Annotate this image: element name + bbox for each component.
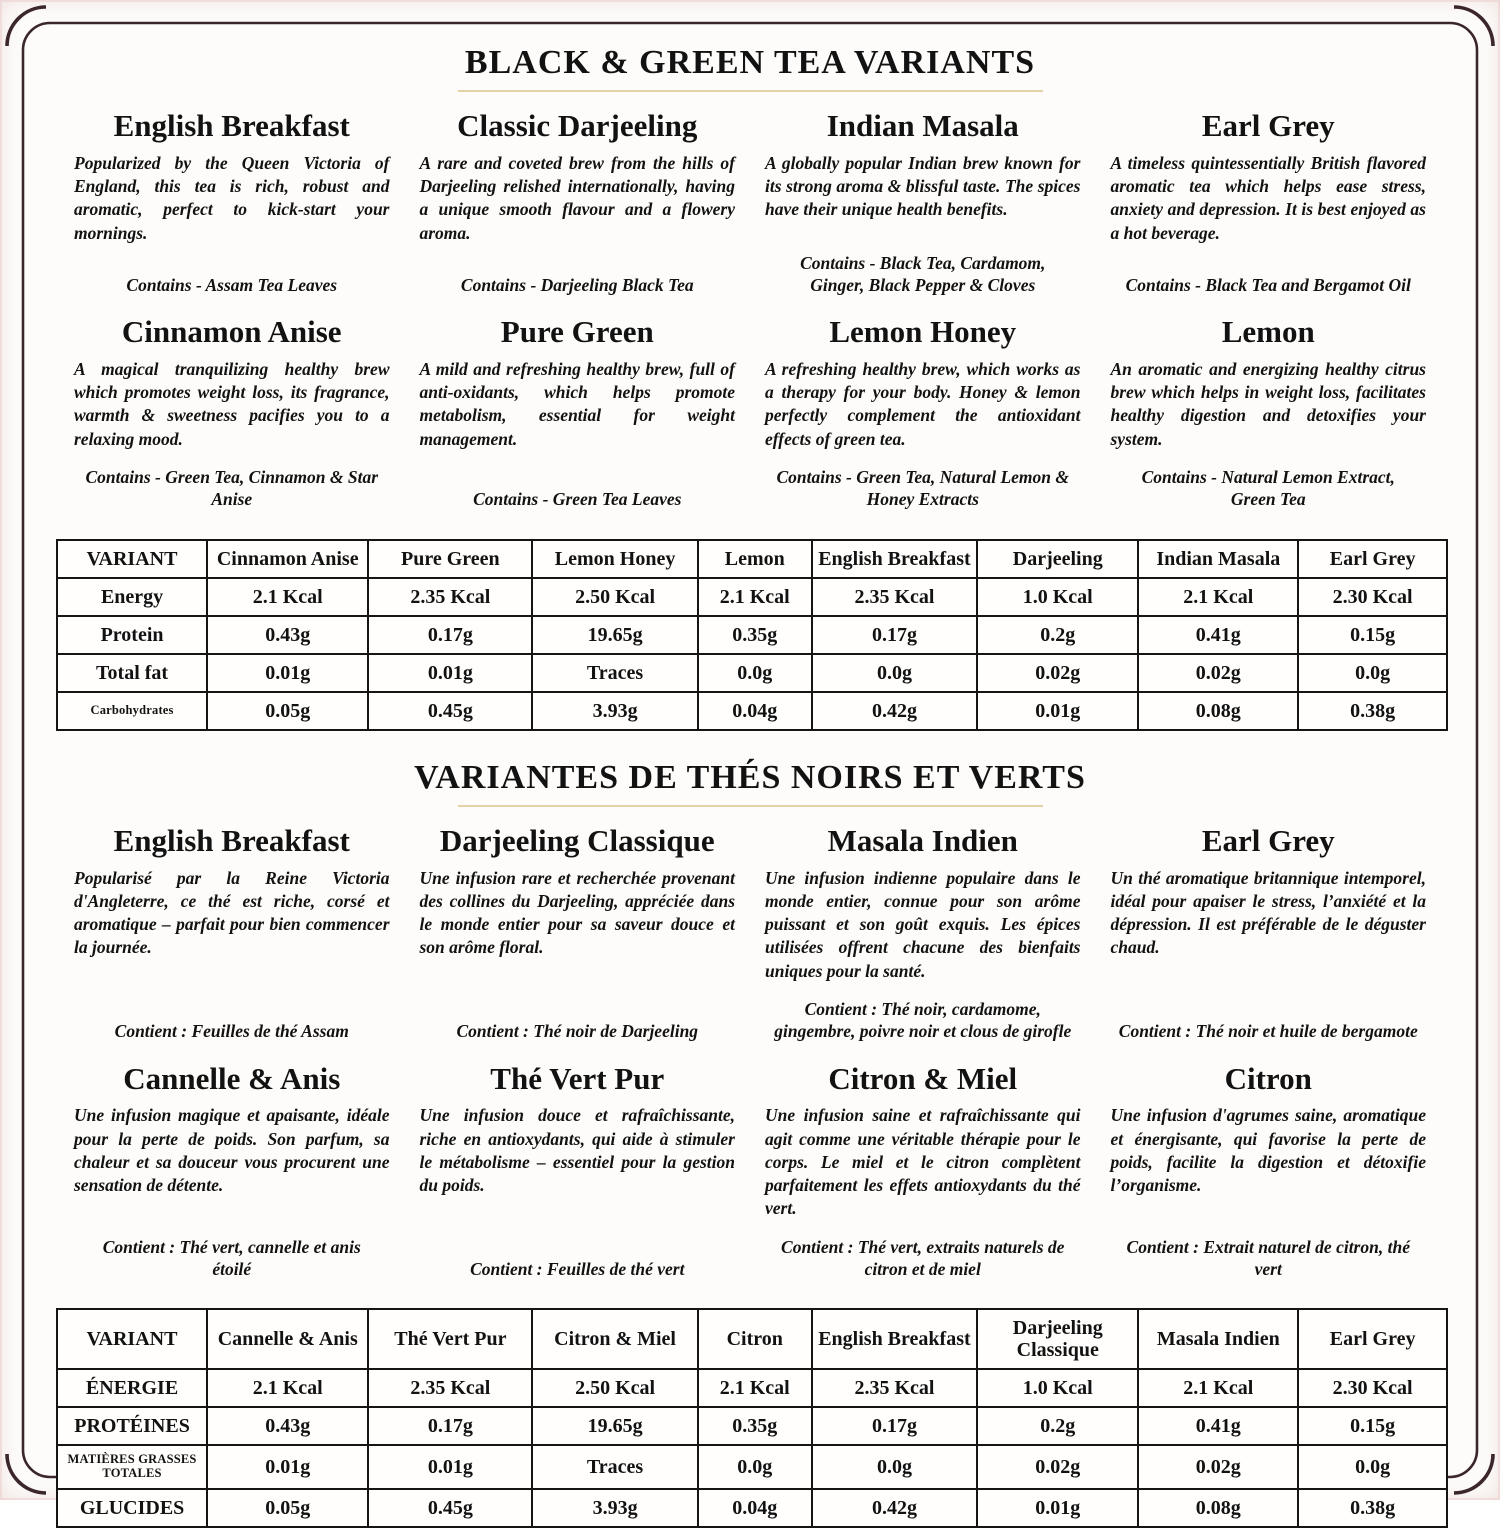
tea-name: Earl Grey	[1201, 108, 1335, 144]
table-cell: 0.02g	[1138, 1445, 1298, 1489]
tea-description: A timeless quintessentially British flavored aromatic tea which helps ease stress, anxiety and depression. It is best enjoyed as a hot beverage.	[1110, 152, 1426, 243]
table-cell: 19.65g	[532, 1407, 697, 1445]
tea-description: A magical tranquilizing healthy brew which promotes weight loss, its fragrance, warmth & sweetness pacifies you to a relaxing mood.	[74, 358, 390, 449]
table-cell: 0.38g	[1298, 692, 1447, 730]
tea-contains: Contains - Black Tea and Bergamot Oil	[1125, 274, 1411, 295]
tea-contains: Contains - Assam Tea Leaves	[126, 274, 338, 295]
table-cell: 2.50 Kcal	[532, 1369, 697, 1407]
table-row	[57, 616, 1447, 654]
table-cell: 3.93g	[532, 1489, 697, 1527]
tea-description: A globally popular Indian brew known for its strong aroma & blissful taste. The spices have their unique health benefits.	[765, 152, 1081, 220]
nutrition-table-en	[56, 539, 1448, 731]
table-row	[57, 1445, 1447, 1489]
table-cell: 2.30 Kcal	[1298, 578, 1447, 616]
tea-card	[763, 104, 1083, 310]
table-header-cell: Indian Masala	[1138, 540, 1298, 578]
tea-description: Popularisé par la Reine Victoria d'Angleterre, ce thé est riche, corsé et aromatique – parfait pour bien commencer la journée.	[74, 867, 390, 958]
table-header-cell: Darjeeling	[977, 540, 1138, 578]
tea-description: Une infusion indienne populaire dans le monde entier, connue pour son arôme puissant et son goût exquis. Les épices utilisées offrent chacune des bienfaits uniques pour la santé.	[765, 867, 1081, 981]
table-cell: 2.35 Kcal	[812, 578, 977, 616]
tea-name: Lemon	[1221, 314, 1315, 350]
tea-name: Citron & Miel	[828, 1060, 1018, 1096]
table-header-cell: English Breakfast	[812, 540, 977, 578]
tea-contains: Contains - Green Tea, Cinnamon & Star Anise	[85, 467, 379, 509]
tea-cards-french	[56, 819, 1444, 1294]
tea-contains: Contains - Black Tea, Cardamom, Ginger, Black Pepper & Cloves	[800, 252, 1046, 295]
table-cell: 0.01g	[977, 1489, 1138, 1527]
tea-name: Pure Green	[500, 314, 654, 350]
tea-card	[418, 1057, 738, 1295]
table-cell: 0.0g	[698, 1445, 812, 1489]
tea-name: Cinnamon Anise	[121, 314, 342, 350]
row-label: Total fat	[57, 654, 207, 692]
table-row	[57, 1369, 1447, 1407]
tea-name: Citron	[1224, 1060, 1312, 1096]
tea-card	[72, 310, 392, 524]
table-cell: 0.42g	[812, 692, 977, 730]
table-cell: 0.17g	[368, 616, 532, 654]
table-cell: 1.0 Kcal	[977, 1369, 1138, 1407]
table-cell: 0.2g	[977, 616, 1138, 654]
table-cell: 0.43g	[207, 616, 368, 654]
table-cell: Traces	[532, 1445, 697, 1489]
table-cell: 2.35 Kcal	[368, 578, 532, 616]
table-cell: 0.05g	[207, 692, 368, 730]
table-cell: 0.17g	[812, 1407, 977, 1445]
table-cell: 2.1 Kcal	[207, 578, 368, 616]
tea-name: Classic Darjeeling	[457, 108, 698, 144]
nutrition-table-fr	[56, 1308, 1448, 1528]
table-cell: 2.30 Kcal	[1298, 1369, 1447, 1407]
tea-card	[763, 310, 1083, 524]
tea-description: Une infusion d'agrumes saine, aromatique et énergisante, qui favorise la perte de poids, facilite la digestion et détoxifie l’organisme.	[1110, 1105, 1426, 1196]
table-header-cell: Darjeeling Classique	[977, 1309, 1138, 1369]
table-header-cell: English Breakfast	[812, 1309, 977, 1369]
table-row	[57, 1489, 1447, 1527]
tea-card	[418, 310, 738, 524]
tea-name: Lemon Honey	[829, 314, 1017, 350]
table-cell: 0.08g	[1138, 692, 1298, 730]
tea-contains: Contient : Extrait naturel de citron, thé vert	[1126, 1236, 1410, 1279]
row-label: GLUCIDES	[57, 1489, 207, 1527]
tea-card	[1109, 104, 1429, 310]
tea-contains: Contient : Feuilles de thé Assam	[114, 1020, 349, 1041]
table-cell: 2.1 Kcal	[698, 1369, 812, 1407]
table-cell: 0.38g	[1298, 1489, 1447, 1527]
tea-description: An aromatic and energizing healthy citrus brew which helps in weight loss, facilitates healthy digestion and detoxifies your system.	[1110, 358, 1426, 449]
table-header-cell: Cannelle & Anis	[207, 1309, 368, 1369]
table-row	[57, 692, 1447, 730]
table-cell: 0.04g	[698, 692, 812, 730]
tea-contains: Contains - Natural Lemon Extract, Green Tea	[1141, 467, 1395, 509]
table-cell: 0.43g	[207, 1407, 368, 1445]
table-cell: 0.15g	[1298, 1407, 1447, 1445]
tea-name: Indian Masala	[826, 108, 1019, 144]
table-cell: 3.93g	[532, 692, 697, 730]
row-label: PROTÉINES	[57, 1407, 207, 1445]
tea-description: A refreshing healthy brew, which works as a therapy for your body. Honey & lemon perfectly complement the antioxidant effects of green tea.	[765, 358, 1081, 449]
tea-name: Cannelle & Anis	[123, 1060, 341, 1096]
tea-card	[418, 104, 738, 310]
table-header-cell: Lemon	[698, 540, 812, 578]
table-cell: 0.01g	[368, 1445, 532, 1489]
tea-card	[763, 1057, 1083, 1295]
tea-description: Une infusion magique et apaisante, idéale pour la perte de poids. Son parfum, sa chaleur et sa douceur vous procurent une sensation de détente.	[74, 1105, 390, 1196]
table-header-cell: Lemon Honey	[532, 540, 697, 578]
tea-card	[763, 819, 1083, 1057]
tea-card	[1109, 310, 1429, 524]
variant-label-cell: VARIANT	[57, 1309, 207, 1369]
table-cell: 0.35g	[698, 1407, 812, 1445]
tea-description: Une infusion saine et rafraîchissante qui agit comme une véritable thérapie pour le corps. Le miel et le citron complètent parfaitement les effets antioxydants du thé vert.	[765, 1105, 1081, 1219]
table-cell: 0.41g	[1138, 616, 1298, 654]
row-label: ÉNERGIE	[57, 1369, 207, 1407]
table-cell: 0.01g	[207, 1445, 368, 1489]
table-cell: 0.15g	[1298, 616, 1447, 654]
tea-contains: Contains - Green Tea Leaves	[473, 488, 682, 509]
table-header-cell: Citron	[698, 1309, 812, 1369]
table-cell: 0.41g	[1138, 1407, 1298, 1445]
table-row	[57, 578, 1447, 616]
table-cell: 0.08g	[1138, 1489, 1298, 1527]
tea-description: Popularized by the Queen Victoria of England, this tea is rich, robust and aromatic, perfect to kick-start your mornings.	[74, 152, 390, 243]
table-header-row	[57, 540, 1447, 578]
tea-contains: Contains - Darjeeling Black Tea	[460, 274, 694, 295]
row-label: MATIÈRES GRASSES TOTALES	[57, 1445, 207, 1489]
table-cell: 0.0g	[698, 654, 812, 692]
table-header-cell: Pure Green	[368, 540, 532, 578]
table-cell: 2.1 Kcal	[1138, 1369, 1298, 1407]
tea-contains: Contains - Green Tea, Natural Lemon & Honey Extracts	[776, 467, 1069, 509]
tea-name: Thé Vert Pur	[490, 1060, 665, 1096]
tea-description: A rare and coveted brew from the hills of Darjeeling relished internationally, having a unique smooth flavour and a flowery aroma.	[419, 152, 735, 243]
tea-contains: Contient : Feuilles de thé vert	[470, 1258, 685, 1279]
table-header-cell: Masala Indien	[1138, 1309, 1298, 1369]
table-cell: 0.17g	[812, 616, 977, 654]
table-cell: 0.0g	[1298, 1445, 1447, 1489]
table-cell: 2.35 Kcal	[812, 1369, 977, 1407]
table-cell: 0.02g	[1138, 654, 1298, 692]
table-cell: 19.65g	[532, 616, 697, 654]
tea-description: Une infusion rare et recherchée provenant des collines du Darjeeling, appréciée dans le monde entier pour sa saveur douce et son arôme floral.	[419, 867, 735, 958]
table-cell: 0.01g	[977, 692, 1138, 730]
row-label: Carbohydrates	[57, 692, 207, 730]
table-cell: 0.45g	[368, 1489, 532, 1527]
table-cell: 0.2g	[977, 1407, 1138, 1445]
section-title-fr: VARIANTES DE THÉS NOIRS ET VERTS	[414, 758, 1086, 796]
french-section	[56, 759, 1444, 1528]
table-cell: 1.0 Kcal	[977, 578, 1138, 616]
table-row	[57, 654, 1447, 692]
table-cell: 0.17g	[368, 1407, 532, 1445]
table-cell: 0.45g	[368, 692, 532, 730]
tea-description: A mild and refreshing healthy brew, full of anti-oxidants, which helps promote metabolism, essential for weight management.	[419, 358, 735, 449]
table-cell: 2.50 Kcal	[532, 578, 697, 616]
table-cell: 0.02g	[977, 1445, 1138, 1489]
title-underline-fr	[458, 805, 1043, 807]
tea-card	[72, 1057, 392, 1295]
table-header-cell: Earl Grey	[1298, 540, 1447, 578]
tea-contains: Contient : Thé noir et huile de bergamote	[1118, 1020, 1418, 1041]
tea-description: Un thé aromatique britannique intemporel, idéal pour apaiser le stress, l’anxiété et la dépression. Il est préférable de le déguster chaud.	[1110, 867, 1426, 958]
table-cell: 0.35g	[698, 616, 812, 654]
row-label: Energy	[57, 578, 207, 616]
tea-card	[1109, 1057, 1429, 1295]
table-cell: 2.1 Kcal	[207, 1369, 368, 1407]
table-header-cell: Cinnamon Anise	[207, 540, 368, 578]
tea-name: Masala Indien	[827, 823, 1018, 859]
table-cell: 0.02g	[977, 654, 1138, 692]
tea-contains: Contient : Thé noir de Darjeeling	[456, 1020, 699, 1041]
tea-contains: Contient : Thé vert, cannelle et anis étoilé	[102, 1236, 361, 1279]
tea-cards-english	[56, 104, 1444, 524]
table-header-cell: Thé Vert Pur	[368, 1309, 532, 1369]
tea-card	[1109, 819, 1429, 1057]
tea-card	[72, 104, 392, 310]
tea-name: Darjeeling Classique	[439, 823, 715, 859]
row-label: Protein	[57, 616, 207, 654]
table-cell: 0.01g	[368, 654, 532, 692]
title-underline-en	[458, 90, 1043, 92]
table-cell: 2.1 Kcal	[698, 578, 812, 616]
table-cell: 0.05g	[207, 1489, 368, 1527]
table-cell: Traces	[532, 654, 697, 692]
table-cell: 0.0g	[812, 1445, 977, 1489]
table-cell: 0.42g	[812, 1489, 977, 1527]
tea-contains: Contient : Thé noir, cardamome, gingembre, poivre noir et clous de girofle	[774, 999, 1072, 1041]
table-cell: 0.01g	[207, 654, 368, 692]
table-cell: 2.35 Kcal	[368, 1369, 532, 1407]
table-cell: 2.1 Kcal	[1138, 578, 1298, 616]
section-title-en: BLACK & GREEN TEA VARIANTS	[464, 44, 1036, 81]
table-row	[57, 1407, 1447, 1445]
tea-name: English Breakfast	[113, 823, 350, 859]
tea-description: Une infusion douce et rafraîchissante, riche en antioxydants, qui aide à stimuler le métabolisme – essentiel pour la gestion du poids.	[419, 1105, 735, 1196]
tea-card	[72, 819, 392, 1057]
variant-label-cell: VARIANT	[57, 540, 207, 578]
tea-name: Earl Grey	[1201, 823, 1335, 859]
tea-card	[418, 819, 738, 1057]
tea-contains: Contient : Thé vert, extraits naturels de citron et de miel	[781, 1236, 1065, 1279]
table-header-row	[57, 1309, 1447, 1369]
table-cell: 0.0g	[812, 654, 977, 692]
table-cell: 0.04g	[698, 1489, 812, 1527]
tea-name: English Breakfast	[113, 108, 350, 144]
table-header-cell: Earl Grey	[1298, 1309, 1447, 1369]
table-header-cell: Citron & Miel	[532, 1309, 697, 1369]
table-cell: 0.0g	[1298, 654, 1447, 692]
